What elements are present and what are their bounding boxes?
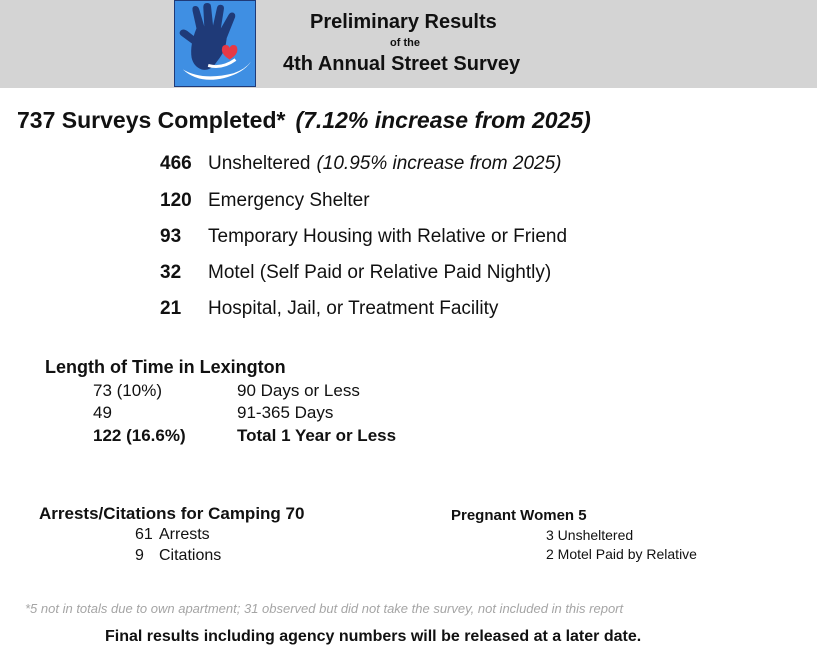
length-label: 91-365 Days xyxy=(237,403,334,422)
pregnant-row-motel: 2 Motel Paid by Relative xyxy=(546,546,697,562)
footnote: *5 not in totals due to own apartment; 31 observed but did not take the survey, not included in this report xyxy=(25,601,624,616)
final-results-note: Final results including agency numbers will be released at a later date. xyxy=(105,628,642,645)
total-surveys-count: 737 Surveys Completed* xyxy=(17,107,286,133)
logo xyxy=(174,0,256,87)
breakdown-count: 32 xyxy=(160,262,182,283)
total-surveys xyxy=(17,107,591,134)
citations-row xyxy=(135,547,221,565)
length-value: 73 (10%) xyxy=(93,381,162,400)
arrests-row xyxy=(135,526,210,544)
total-increase: (7.12% increase from 2025) xyxy=(295,107,591,133)
pregnant-row-unsheltered: 3 Unsheltered xyxy=(546,527,634,543)
breakdown-label: Emergency Shelter xyxy=(208,190,370,211)
breakdown-count: 466 xyxy=(160,153,192,174)
length-of-time-title: Length of Time in Lexington xyxy=(45,357,286,377)
breakdown-note: (10.95% increase from 2025) xyxy=(316,153,562,174)
hand-with-heart-icon xyxy=(175,1,255,86)
breakdown-label: Hospital, Jail, or Treatment Facility xyxy=(208,298,499,319)
header-title-survey: 4th Annual Street Survey xyxy=(283,53,521,75)
breakdown-label: Temporary Housing with Relative or Friend xyxy=(208,226,568,247)
pregnant-women-title: Pregnant Women 5 xyxy=(451,507,587,524)
arrests-label: Arrests xyxy=(159,526,210,543)
header-banner xyxy=(0,0,817,88)
arrests-title: Arrests/Citations for Camping 70 xyxy=(39,504,305,523)
arrests-count: 61 xyxy=(135,526,153,543)
header-subtitle-connector: of the xyxy=(390,37,420,49)
citations-count: 9 xyxy=(135,547,144,564)
length-value: 122 (16.6%) xyxy=(93,426,186,445)
header-title: Preliminary Results xyxy=(310,11,497,33)
breakdown-label: Unsheltered xyxy=(208,153,311,174)
length-label: 90 Days or Less xyxy=(237,381,360,400)
length-label: Total 1 Year or Less xyxy=(237,426,397,445)
breakdown-count: 120 xyxy=(160,190,192,211)
breakdown-label: Motel (Self Paid or Relative Paid Nightly) xyxy=(208,262,552,283)
citations-label: Citations xyxy=(159,547,222,564)
breakdown-count: 93 xyxy=(160,226,182,247)
length-value: 49 xyxy=(93,403,112,422)
breakdown-count: 21 xyxy=(160,298,182,319)
